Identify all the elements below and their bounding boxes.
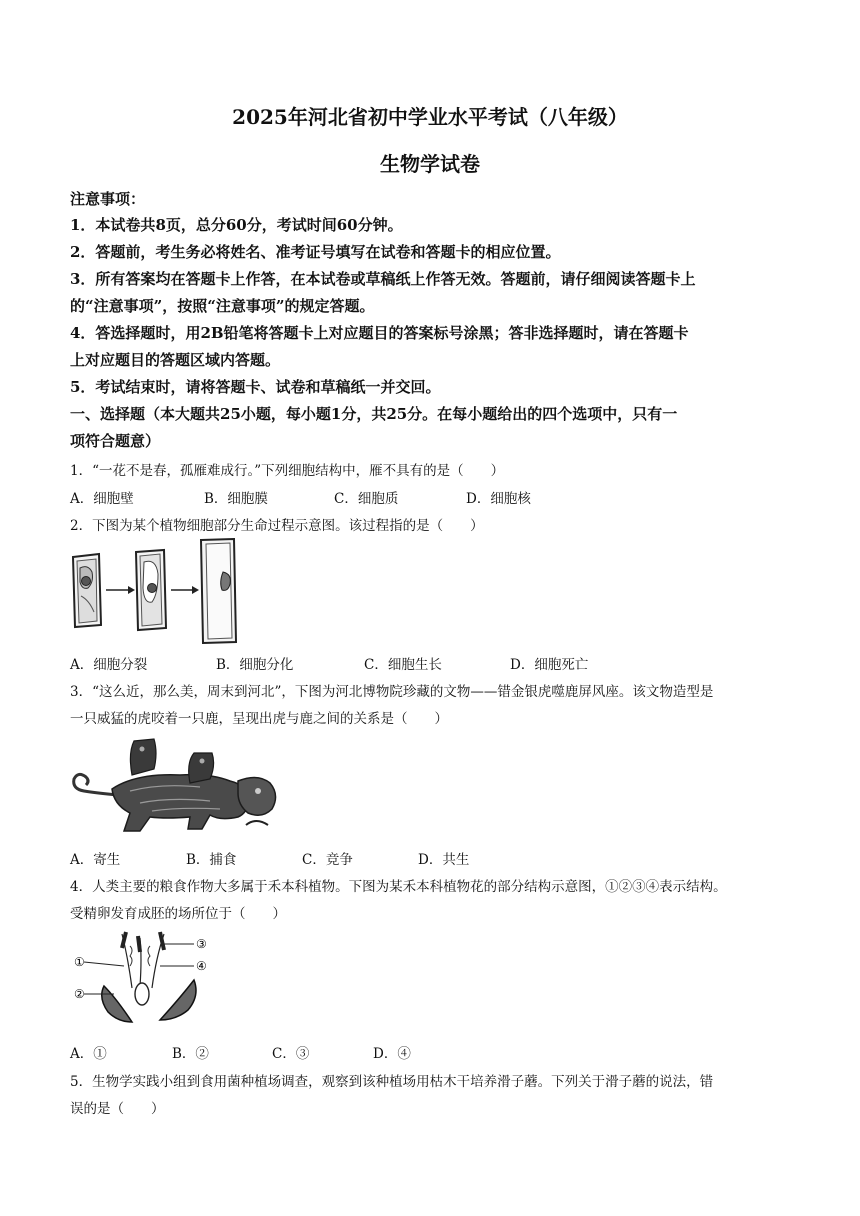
question-3-stem-cont: 一只威猛的虎咬着一只鹿，呈现出虎与鹿之间的关系是（ ） (70, 711, 448, 727)
cell-process-figure (70, 538, 240, 644)
label-2: ② (74, 987, 85, 1001)
cell-3-illustration (201, 539, 236, 643)
option-a: A．细胞分裂 (70, 657, 148, 673)
option-a: A．① (70, 1046, 107, 1062)
grass-flower-figure (70, 928, 220, 1032)
option-d: D．共生 (418, 852, 470, 868)
option-c: C．细胞质 (334, 491, 399, 507)
notes-heading: 注意事项： (70, 190, 146, 208)
note-item: 4．答选择题时，用2B铅笔将答题卡上对应题目的答案标号涂黑；答非选择题时，请在答题卡 (70, 324, 689, 342)
label-1: ① (74, 955, 85, 969)
question-2-stem: 2．下图为某个植物细胞部分生命过程示意图。该过程指的是（ ） (70, 518, 484, 534)
option-b: B．细胞膜 (204, 491, 268, 507)
section-heading: 一、选择题（本大题共25小题，每小题1分，共25分。在每小题给出的四个选项中，只有一 (70, 405, 678, 423)
question-5-stem-cont: 误的是（ ） (70, 1101, 165, 1117)
cell-1-illustration (73, 554, 101, 627)
note-item: 3．所有答案均在答题卡上作答，在本试卷或草稿纸上作答无效。答题前，请仔细阅读答题卡上 (70, 270, 696, 288)
option-d: D．④ (373, 1046, 411, 1062)
option-b: B．捕食 (186, 852, 237, 868)
question-4-stem: 4．人类主要的粮食作物大多属于禾本科植物。下图为某禾本科植物花的部分结构示意图，①②③④表示结构。 (70, 879, 727, 895)
question-3-stem: 3．“这么近，那么美，周末到河北”，下图为河北博物院珍藏的文物——错金银虎噬鹿屏风座。该文物造型是 (70, 684, 714, 700)
option-b: B．② (172, 1046, 209, 1062)
note-item: 5．考试结束时，请将答题卡、试卷和草稿纸一并交回。 (70, 378, 441, 396)
option-b: B．细胞分化 (216, 657, 294, 673)
tiger-deer-artifact-image (70, 733, 282, 837)
label-4: ④ (196, 959, 207, 973)
option-c: C．③ (272, 1046, 310, 1062)
exam-title: 2025年河北省初中学业水平考试（八年级） (232, 105, 628, 129)
question-4-stem-cont: 受精卵发育成胚的场所位于（ ） (70, 906, 286, 922)
question-5-stem: 5．生物学实践小组到食用菌种植场调查，观察到该种植场用枯木干培养滑子蘑。下列关于滑子蘑的说法，错 (70, 1074, 714, 1090)
option-d: D．细胞核 (466, 491, 531, 507)
label-3: ③ (196, 937, 207, 951)
cell-2-illustration (136, 550, 166, 630)
option-a: A．细胞壁 (70, 491, 134, 507)
note-item: 1．本试卷共8页，总分60分，考试时间60分钟。 (70, 216, 403, 234)
note-item: 2．答题前，考生务必将姓名、准考证号填写在试卷和答题卡的相应位置。 (70, 243, 561, 261)
question-1-stem: 1．“一花不是春，孤雁难成行。”下列细胞结构中，雁不具有的是（ ） (70, 463, 505, 479)
option-c: C．竞争 (302, 852, 353, 868)
section-heading-cont: 项符合题意） (70, 432, 161, 450)
note-item: 上对应题目的答题区域内答题。 (70, 351, 281, 369)
exam-subtitle: 生物学试卷 (380, 152, 480, 176)
option-d: D．细胞死亡 (510, 657, 589, 673)
option-c: C．细胞生长 (364, 657, 442, 673)
option-a: A．寄生 (70, 852, 121, 868)
note-item: 的“注意事项”，按照“注意事项”的规定答题。 (70, 297, 375, 315)
